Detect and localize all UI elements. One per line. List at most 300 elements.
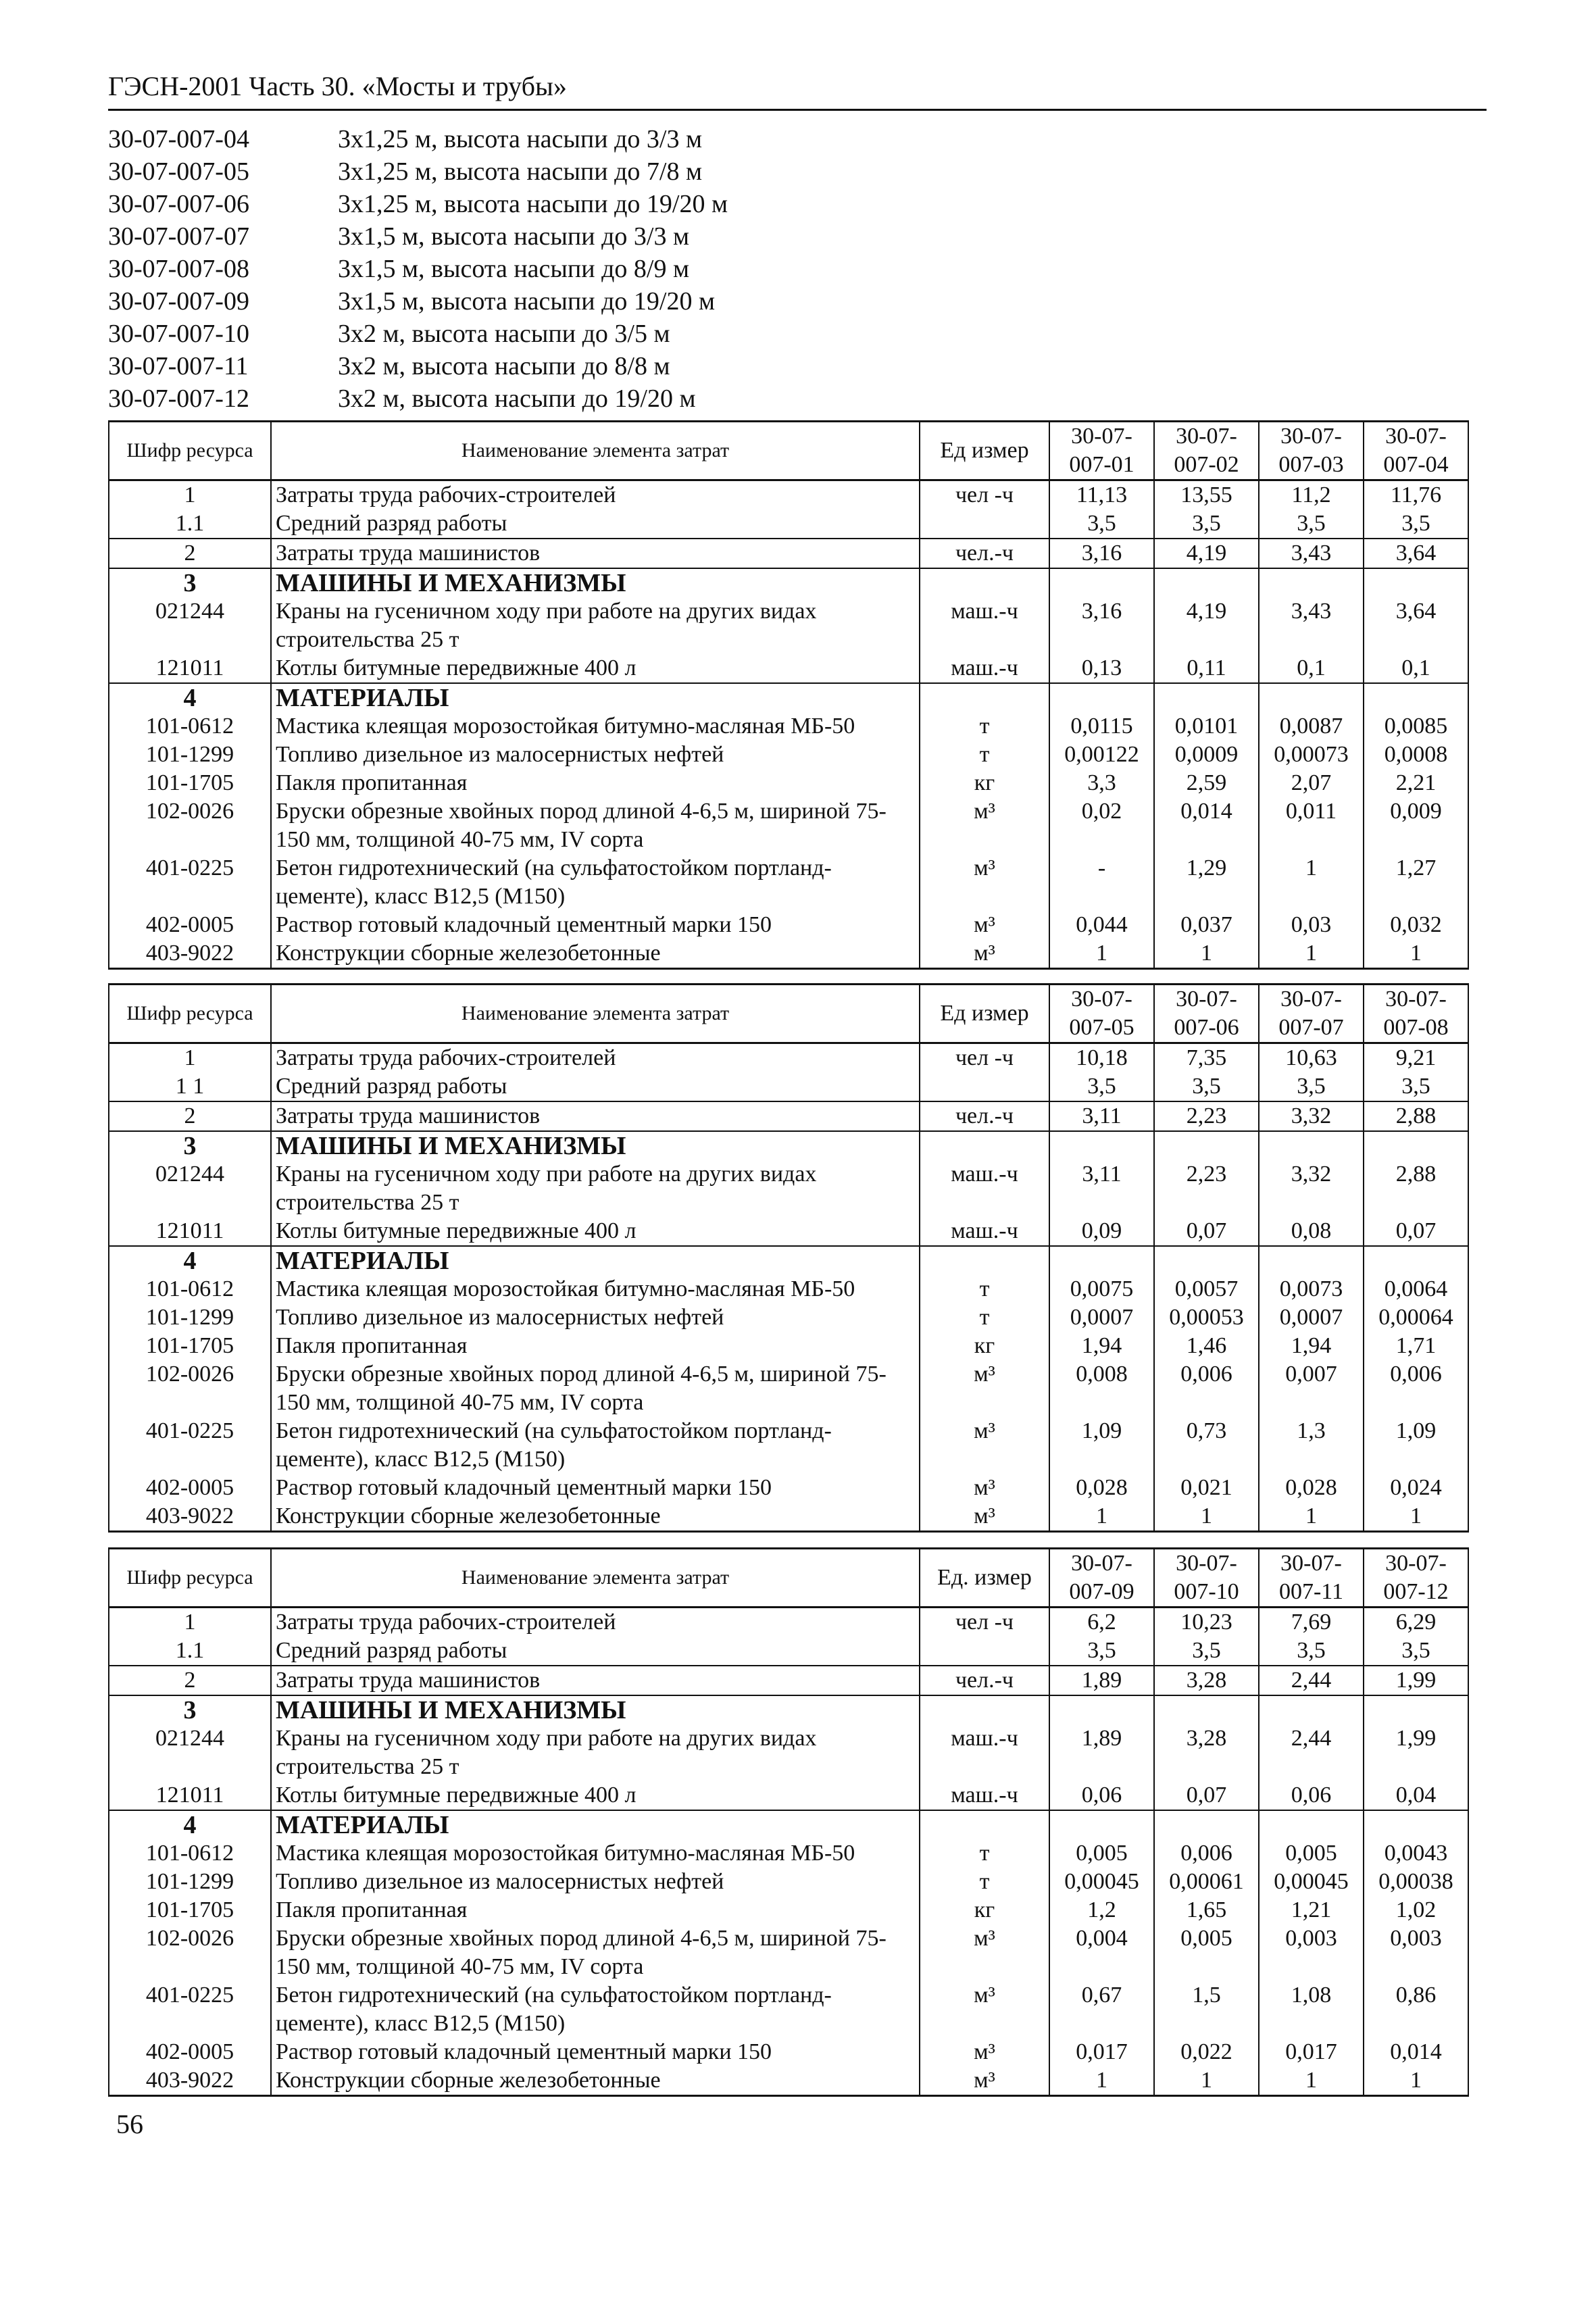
row-value: 1,09 xyxy=(1049,1417,1154,1474)
row-value: 1 xyxy=(1154,1502,1259,1532)
row-value: 0,0009 xyxy=(1154,741,1259,769)
row-value: 3,5 xyxy=(1049,1072,1154,1101)
code-list-item xyxy=(108,155,728,188)
row-unit: кг xyxy=(920,769,1049,797)
row-unit: м³ xyxy=(920,1474,1049,1502)
row-unit: маш.-ч xyxy=(920,597,1049,654)
row-value: 0,028 xyxy=(1259,1474,1364,1502)
header-column-code: 30-07- 007-02 xyxy=(1154,422,1259,480)
row-unit: м³ xyxy=(920,797,1049,854)
section-row xyxy=(109,1246,1468,1275)
empty-cell xyxy=(1154,1810,1259,1839)
header-name: Наименование элемента затрат xyxy=(271,985,920,1043)
row-code: 101-1705 xyxy=(109,769,271,797)
row-name: Бетон гидротехнический (на сульфатостойком портланд-цементе), класс В12,5 (М150) xyxy=(271,1417,920,1474)
row-value: 0,011 xyxy=(1259,797,1364,854)
table-row xyxy=(109,509,1468,539)
row-value: 0,00045 xyxy=(1259,1868,1364,1896)
table-row xyxy=(109,597,1468,654)
row-value: 0,0087 xyxy=(1259,712,1364,741)
row-name: Пакля пропитанная xyxy=(271,1332,920,1360)
row-unit: кг xyxy=(920,1896,1049,1924)
row-value: 0,0085 xyxy=(1364,712,1468,741)
row-unit xyxy=(920,1072,1049,1101)
row-value: 3,5 xyxy=(1364,509,1468,539)
table-row xyxy=(109,1275,1468,1303)
row-value: 1 xyxy=(1154,939,1259,969)
row-value: 0,09 xyxy=(1049,1217,1154,1246)
row-unit: м³ xyxy=(920,1502,1049,1532)
row-code: 021244 xyxy=(109,1160,271,1217)
empty-cell xyxy=(1049,1810,1154,1839)
row-value: 0,07 xyxy=(1154,1217,1259,1246)
code-description: 3х1,25 м, высота насыпи до 19/20 м xyxy=(338,190,728,218)
row-value: 0,00064 xyxy=(1364,1303,1468,1332)
row-value: 0,0073 xyxy=(1259,1275,1364,1303)
table-row xyxy=(109,1101,1468,1131)
row-code: 4 xyxy=(109,1246,271,1275)
row-value: 2,88 xyxy=(1364,1101,1468,1131)
row-value: 0,005 xyxy=(1259,1839,1364,1868)
row-value: 6,2 xyxy=(1049,1608,1154,1637)
row-value: 1 xyxy=(1259,2066,1364,2096)
row-value: 1,89 xyxy=(1049,1666,1154,1695)
row-name: Краны на гусеничном ходу при работе на других видах строительства 25 т xyxy=(271,1160,920,1217)
row-value: 1 xyxy=(1259,854,1364,911)
row-name: Затраты труда машинистов xyxy=(271,539,920,568)
row-value: 3,5 xyxy=(1154,509,1259,539)
row-value: 1,99 xyxy=(1364,1724,1468,1781)
row-code: 403-9022 xyxy=(109,2066,271,2096)
table-header-row xyxy=(109,985,1468,1043)
row-code: 102-0026 xyxy=(109,797,271,854)
row-unit: маш.-ч xyxy=(920,1217,1049,1246)
section-row xyxy=(109,568,1468,597)
row-code: 401-0225 xyxy=(109,854,271,911)
row-value: 0,00045 xyxy=(1049,1868,1154,1896)
section-row xyxy=(109,1131,1468,1160)
row-unit: м³ xyxy=(920,911,1049,939)
row-value: 3,32 xyxy=(1259,1101,1364,1131)
row-value: 4,19 xyxy=(1154,597,1259,654)
empty-cell xyxy=(1154,1246,1259,1275)
row-code: 121011 xyxy=(109,1781,271,1810)
row-name: Бетон гидротехнический (на сульфатостойком портланд-цементе), класс В12,5 (М150) xyxy=(271,854,920,911)
row-value: 2,07 xyxy=(1259,769,1364,797)
row-code: 101-1299 xyxy=(109,1303,271,1332)
row-code: 1 xyxy=(109,480,271,510)
row-value: 0,0008 xyxy=(1364,741,1468,769)
row-unit: чел.-ч xyxy=(920,1666,1049,1695)
table-row xyxy=(109,1217,1468,1246)
row-name: МАТЕРИАЛЫ xyxy=(271,1246,920,1275)
header-column-code: 30-07- 007-11 xyxy=(1259,1549,1364,1608)
row-name: Мастика клеящая морозостойкая битумно-масляная МБ-50 xyxy=(271,712,920,741)
code-number: 30-07-007-09 xyxy=(108,287,249,316)
code-number: 30-07-007-11 xyxy=(108,352,249,380)
row-value: 1,27 xyxy=(1364,854,1468,911)
row-name: Раствор готовый кладочный цементный марки 150 xyxy=(271,1474,920,1502)
empty-cell xyxy=(920,683,1049,712)
row-name: МАТЕРИАЛЫ xyxy=(271,683,920,712)
code-list-item xyxy=(108,318,728,350)
table-row xyxy=(109,1868,1468,1896)
header-column-code: 30-07- 007-04 xyxy=(1364,422,1468,480)
empty-cell xyxy=(920,1246,1049,1275)
header-column-code: 30-07- 007-06 xyxy=(1154,985,1259,1043)
row-value: 0,022 xyxy=(1154,2038,1259,2066)
row-value: 3,5 xyxy=(1364,1637,1468,1666)
row-unit: м³ xyxy=(920,854,1049,911)
row-value: 1,02 xyxy=(1364,1896,1468,1924)
empty-cell xyxy=(1259,683,1364,712)
code-list xyxy=(108,123,728,415)
table-row xyxy=(109,1924,1468,1981)
code-description: 3х1,25 м, высота насыпи до 7/8 м xyxy=(338,157,703,186)
row-value: 2,23 xyxy=(1154,1101,1259,1131)
row-unit: чел.-ч xyxy=(920,539,1049,568)
row-code: 1 1 xyxy=(109,1072,271,1101)
table-row xyxy=(109,939,1468,969)
resource-table xyxy=(108,983,1469,1533)
row-code: 2 xyxy=(109,539,271,568)
row-unit: маш.-ч xyxy=(920,1160,1049,1217)
table-header-row xyxy=(109,422,1468,480)
row-unit: чел -ч xyxy=(920,1608,1049,1637)
table-row xyxy=(109,480,1468,510)
row-value: 1,29 xyxy=(1154,854,1259,911)
row-unit: м³ xyxy=(920,1360,1049,1417)
row-value: 1 xyxy=(1049,939,1154,969)
row-value: 0,67 xyxy=(1049,1981,1154,2038)
row-value: 2,44 xyxy=(1259,1666,1364,1695)
row-value: 1,46 xyxy=(1154,1332,1259,1360)
header-column-code: 30-07- 007-03 xyxy=(1259,422,1364,480)
empty-cell xyxy=(1364,568,1468,597)
table-row xyxy=(109,1474,1468,1502)
empty-cell xyxy=(1154,1695,1259,1724)
row-code: 2 xyxy=(109,1666,271,1695)
code-description: 3х1,5 м, высота насыпи до 19/20 м xyxy=(338,287,716,316)
row-value: 1,71 xyxy=(1364,1332,1468,1360)
row-name: Топливо дизельное из малосернистых нефтей xyxy=(271,741,920,769)
row-value: 0,0043 xyxy=(1364,1839,1468,1868)
row-code: 3 xyxy=(109,568,271,597)
row-code: 101-0612 xyxy=(109,712,271,741)
row-code: 101-0612 xyxy=(109,1275,271,1303)
row-value: 0,006 xyxy=(1154,1360,1259,1417)
row-name: Краны на гусеничном ходу при работе на других видах строительства 25 т xyxy=(271,1724,920,1781)
table-row xyxy=(109,1072,1468,1101)
row-name: Раствор готовый кладочный цементный марки 150 xyxy=(271,2038,920,2066)
row-code: 102-0026 xyxy=(109,1924,271,1981)
row-value: 2,23 xyxy=(1154,1160,1259,1217)
row-name: Средний разряд работы xyxy=(271,1072,920,1101)
table-row xyxy=(109,712,1468,741)
empty-cell xyxy=(1049,683,1154,712)
resource-table xyxy=(108,420,1469,970)
row-value: 0,13 xyxy=(1049,654,1154,683)
row-value: 0,014 xyxy=(1154,797,1259,854)
row-value: 1 xyxy=(1259,1502,1364,1532)
row-unit: м³ xyxy=(920,2038,1049,2066)
row-name: Бетон гидротехнический (на сульфатостойком портланд-цементе), класс В12,5 (М150) xyxy=(271,1981,920,2038)
row-value: 13,55 xyxy=(1154,480,1259,510)
code-number: 30-07-007-12 xyxy=(108,384,249,413)
row-name: Котлы битумные передвижные 400 л xyxy=(271,1781,920,1810)
empty-cell xyxy=(1259,568,1364,597)
row-unit: чел -ч xyxy=(920,1043,1049,1073)
row-code: 021244 xyxy=(109,597,271,654)
row-unit: т xyxy=(920,1868,1049,1896)
row-value: 1,99 xyxy=(1364,1666,1468,1695)
row-value: 0,0064 xyxy=(1364,1275,1468,1303)
header-name: Наименование элемента затрат xyxy=(271,422,920,480)
row-value: 1,21 xyxy=(1259,1896,1364,1924)
row-unit: чел.-ч xyxy=(920,1101,1049,1131)
row-value: 1,09 xyxy=(1364,1417,1468,1474)
row-value: 3,64 xyxy=(1364,539,1468,568)
row-value: 0,017 xyxy=(1259,2038,1364,2066)
empty-cell xyxy=(1364,1810,1468,1839)
row-value: 0,0115 xyxy=(1049,712,1154,741)
code-number: 30-07-007-05 xyxy=(108,157,249,186)
row-value: 0,00061 xyxy=(1154,1868,1259,1896)
row-value: 3,5 xyxy=(1154,1072,1259,1101)
empty-cell xyxy=(1259,1131,1364,1160)
section-row xyxy=(109,683,1468,712)
row-value: 0,11 xyxy=(1154,654,1259,683)
code-number: 30-07-007-06 xyxy=(108,190,249,218)
row-code: 402-0005 xyxy=(109,2038,271,2066)
table-row xyxy=(109,1502,1468,1532)
row-unit: м³ xyxy=(920,939,1049,969)
row-code: 101-1299 xyxy=(109,741,271,769)
row-name: Пакля пропитанная xyxy=(271,769,920,797)
empty-cell xyxy=(1364,1246,1468,1275)
row-value: 3,28 xyxy=(1154,1666,1259,1695)
row-code: 4 xyxy=(109,683,271,712)
row-value: 1 xyxy=(1154,2066,1259,2096)
table-row xyxy=(109,1724,1468,1781)
row-name: Затраты труда рабочих-строителей xyxy=(271,480,920,510)
code-description: 3х1,5 м, высота насыпи до 3/3 м xyxy=(338,222,690,251)
row-unit: м³ xyxy=(920,1981,1049,2038)
header-unit: Ед измер xyxy=(920,422,1049,480)
row-value: 3,16 xyxy=(1049,539,1154,568)
row-value: 0,003 xyxy=(1259,1924,1364,1981)
row-code: 121011 xyxy=(109,654,271,683)
row-value: 0,86 xyxy=(1364,1981,1468,2038)
empty-cell xyxy=(1049,1131,1154,1160)
row-code: 101-0612 xyxy=(109,1839,271,1868)
row-value: 3,5 xyxy=(1049,1637,1154,1666)
row-value: 0,08 xyxy=(1259,1217,1364,1246)
code-list-item xyxy=(108,220,728,253)
row-value: 0,005 xyxy=(1154,1924,1259,1981)
row-value: 3,3 xyxy=(1049,769,1154,797)
header-name: Наименование элемента затрат xyxy=(271,1549,920,1608)
row-name: Мастика клеящая морозостойкая битумно-масляная МБ-50 xyxy=(271,1275,920,1303)
code-list-item xyxy=(108,350,728,382)
row-value: 3,28 xyxy=(1154,1724,1259,1781)
row-value: 0,014 xyxy=(1364,2038,1468,2066)
table-row xyxy=(109,1608,1468,1637)
empty-cell xyxy=(1049,568,1154,597)
empty-cell xyxy=(920,1695,1049,1724)
row-value: 11,13 xyxy=(1049,480,1154,510)
row-name: МАШИНЫ И МЕХАНИЗМЫ xyxy=(271,1695,920,1724)
table-row xyxy=(109,1781,1468,1810)
table-row xyxy=(109,911,1468,939)
row-code: 101-1705 xyxy=(109,1332,271,1360)
row-value: 0,044 xyxy=(1049,911,1154,939)
code-list-item xyxy=(108,188,728,220)
empty-cell xyxy=(1259,1810,1364,1839)
row-value: 3,43 xyxy=(1259,597,1364,654)
row-value: 3,11 xyxy=(1049,1101,1154,1131)
table-row xyxy=(109,741,1468,769)
row-code: 021244 xyxy=(109,1724,271,1781)
row-name: Раствор готовый кладочный цементный марки 150 xyxy=(271,911,920,939)
table-row xyxy=(109,1417,1468,1474)
code-list-item xyxy=(108,285,728,318)
row-value: 1 xyxy=(1364,2066,1468,2096)
row-unit: т xyxy=(920,1303,1049,1332)
row-value: 10,23 xyxy=(1154,1608,1259,1637)
row-value: 0,004 xyxy=(1049,1924,1154,1981)
row-value: 0,006 xyxy=(1154,1839,1259,1868)
table-row xyxy=(109,1160,1468,1217)
row-name: МАШИНЫ И МЕХАНИЗМЫ xyxy=(271,1131,920,1160)
header-code: Шифр ресурса xyxy=(109,985,271,1043)
row-value: 11,2 xyxy=(1259,480,1364,510)
row-name: Бруски обрезные хвойных пород длиной 4-6,5 м, шириной 75-150 мм, толщиной 40-75 мм, IV сорта xyxy=(271,1360,920,1417)
row-code: 3 xyxy=(109,1695,271,1724)
row-value: 1,2 xyxy=(1049,1896,1154,1924)
row-code: 403-9022 xyxy=(109,939,271,969)
table-row xyxy=(109,1637,1468,1666)
row-name: Котлы битумные передвижные 400 л xyxy=(271,654,920,683)
row-value: 2,44 xyxy=(1259,1724,1364,1781)
row-value: 0,1 xyxy=(1259,654,1364,683)
row-value: 0,03 xyxy=(1259,911,1364,939)
row-value: 3,5 xyxy=(1259,1072,1364,1101)
row-code: 102-0026 xyxy=(109,1360,271,1417)
empty-cell xyxy=(1154,1131,1259,1160)
row-value: 3,11 xyxy=(1049,1160,1154,1217)
code-description: 3х2 м, высота насыпи до 8/8 м xyxy=(338,352,670,380)
row-value: 3,32 xyxy=(1259,1160,1364,1217)
header-column-code: 30-07- 007-12 xyxy=(1364,1549,1468,1608)
row-value: 0,017 xyxy=(1049,2038,1154,2066)
section-row xyxy=(109,1695,1468,1724)
row-value: 10,63 xyxy=(1259,1043,1364,1073)
row-name: Затраты труда машинистов xyxy=(271,1101,920,1131)
row-value: 0,0075 xyxy=(1049,1275,1154,1303)
row-value: 0,0007 xyxy=(1259,1303,1364,1332)
row-value: 1,94 xyxy=(1259,1332,1364,1360)
empty-cell xyxy=(1364,1131,1468,1160)
row-value: 1 xyxy=(1049,2066,1154,2096)
empty-cell xyxy=(1049,1695,1154,1724)
row-value: 0,003 xyxy=(1364,1924,1468,1981)
row-value: 11,76 xyxy=(1364,480,1468,510)
row-value: 2,88 xyxy=(1364,1160,1468,1217)
row-name: Пакля пропитанная xyxy=(271,1896,920,1924)
row-value: - xyxy=(1049,854,1154,911)
empty-cell xyxy=(920,568,1049,597)
table-row xyxy=(109,654,1468,683)
row-value: 0,06 xyxy=(1049,1781,1154,1810)
row-name: Средний разряд работы xyxy=(271,1637,920,1666)
row-value: 0,028 xyxy=(1049,1474,1154,1502)
row-unit: маш.-ч xyxy=(920,654,1049,683)
empty-cell xyxy=(1154,683,1259,712)
empty-cell xyxy=(1154,568,1259,597)
row-name: Конструкции сборные железобетонные xyxy=(271,1502,920,1532)
code-description: 3х2 м, высота насыпи до 19/20 м xyxy=(338,384,696,413)
row-value: 1,89 xyxy=(1049,1724,1154,1781)
row-unit: т xyxy=(920,741,1049,769)
row-value: 0,07 xyxy=(1154,1781,1259,1810)
code-list-item xyxy=(108,382,728,415)
row-value: 1 xyxy=(1259,939,1364,969)
empty-cell xyxy=(1259,1246,1364,1275)
row-value: 0,006 xyxy=(1364,1360,1468,1417)
row-code: 101-1299 xyxy=(109,1868,271,1896)
row-code: 1.1 xyxy=(109,509,271,539)
code-list-item xyxy=(108,253,728,285)
row-name: Топливо дизельное из малосернистых нефтей xyxy=(271,1303,920,1332)
row-name: Котлы битумные передвижные 400 л xyxy=(271,1217,920,1246)
header-column-code: 30-07- 007-10 xyxy=(1154,1549,1259,1608)
row-code: 1 xyxy=(109,1043,271,1073)
row-code: 3 xyxy=(109,1131,271,1160)
row-unit: кг xyxy=(920,1332,1049,1360)
row-name: Бруски обрезные хвойных пород длиной 4-6,5 м, шириной 75-150 мм, толщиной 40-75 мм, IV сорта xyxy=(271,1924,920,1981)
row-code: 402-0005 xyxy=(109,911,271,939)
table-row xyxy=(109,1839,1468,1868)
row-value: 7,35 xyxy=(1154,1043,1259,1073)
header-column-code: 30-07- 007-05 xyxy=(1049,985,1154,1043)
resource-table xyxy=(108,1547,1469,2097)
header-unit: Ед. измер xyxy=(920,1549,1049,1608)
code-number: 30-07-007-10 xyxy=(108,320,249,348)
code-number: 30-07-007-08 xyxy=(108,255,249,283)
row-value: 3,5 xyxy=(1364,1072,1468,1101)
row-value: 0,06 xyxy=(1259,1781,1364,1810)
row-code: 1 xyxy=(109,1608,271,1637)
row-name: Конструкции сборные железобетонные xyxy=(271,939,920,969)
row-value: 0,00122 xyxy=(1049,741,1154,769)
row-name: Бруски обрезные хвойных пород длиной 4-6,5 м, шириной 75-150 мм, толщиной 40-75 мм, IV сорта xyxy=(271,797,920,854)
header-column-code: 30-07- 007-07 xyxy=(1259,985,1364,1043)
page-header: ГЭСН-2001 Часть 30. «Мосты и трубы» xyxy=(108,70,1487,111)
row-value: 1 xyxy=(1049,1502,1154,1532)
row-value: 9,21 xyxy=(1364,1043,1468,1073)
table-row xyxy=(109,769,1468,797)
row-value: 0,0101 xyxy=(1154,712,1259,741)
row-value: 0,02 xyxy=(1049,797,1154,854)
table-row xyxy=(109,2038,1468,2066)
row-name: Конструкции сборные железобетонные xyxy=(271,2066,920,2096)
row-value: 1,94 xyxy=(1049,1332,1154,1360)
row-value: 1 xyxy=(1364,939,1468,969)
row-value: 7,69 xyxy=(1259,1608,1364,1637)
page-number: 56 xyxy=(116,2109,143,2139)
empty-cell xyxy=(1364,1695,1468,1724)
